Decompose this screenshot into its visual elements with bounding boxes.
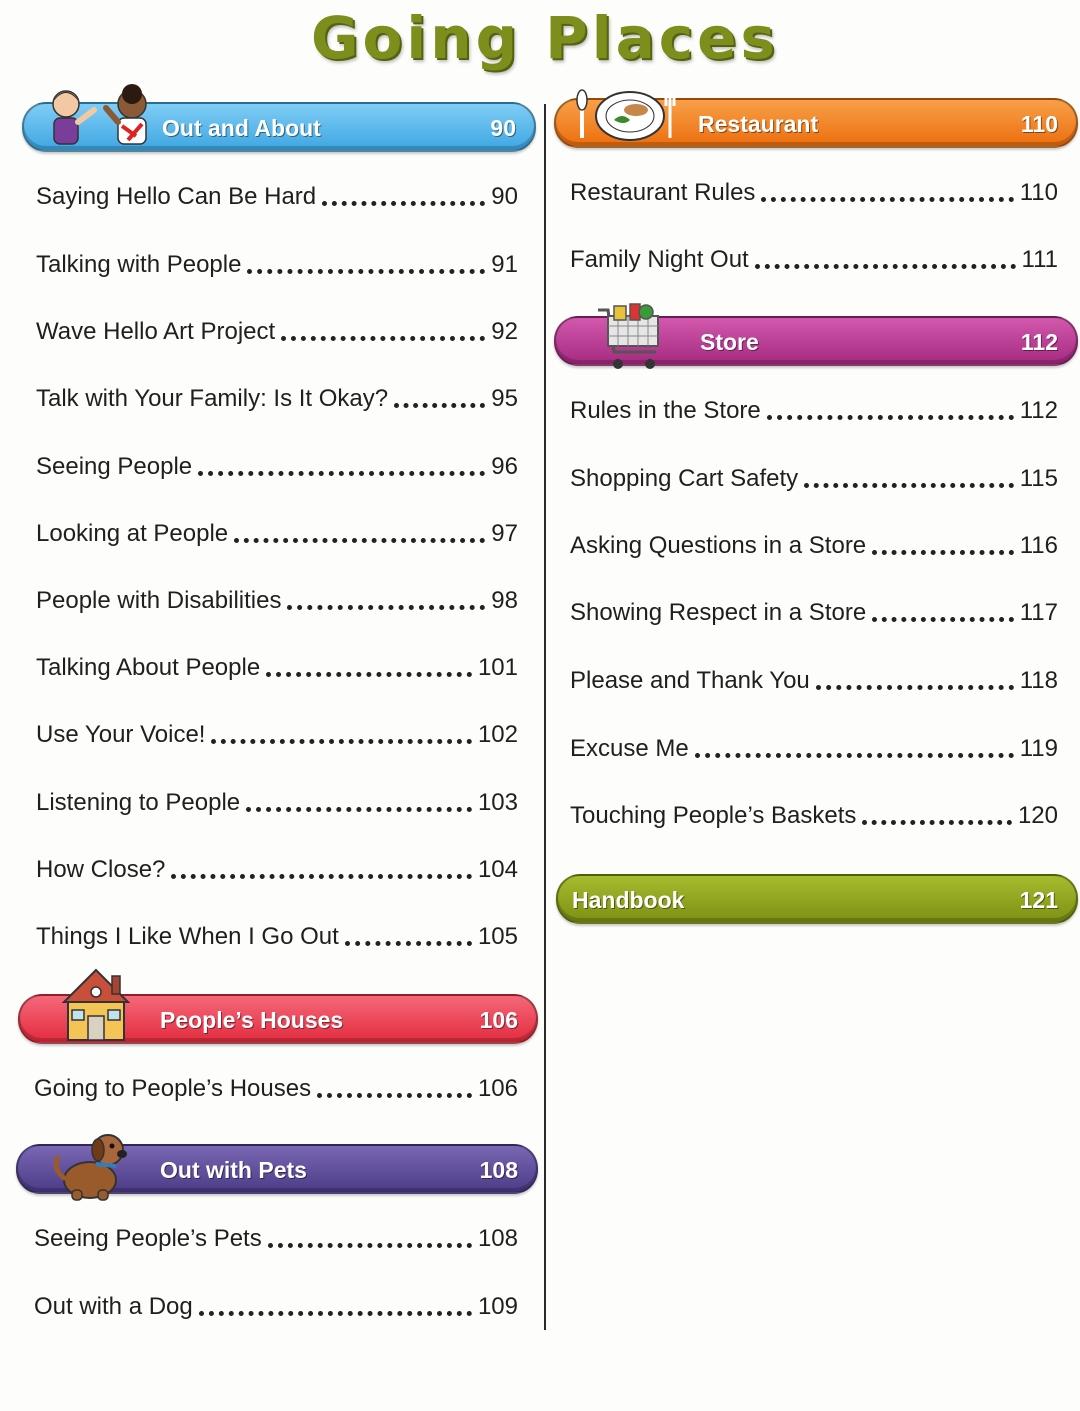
entry-page: 106 <box>477 1075 518 1102</box>
toc-entry[interactable] <box>570 594 1058 628</box>
entry-page: 115 <box>1019 465 1058 492</box>
entry-title: Out with a Dog <box>34 1293 193 1320</box>
toc-entry[interactable] <box>36 582 518 616</box>
entry-page: 101 <box>477 654 518 681</box>
entry-title: Restaurant Rules <box>570 179 756 206</box>
toc-entry[interactable] <box>570 730 1058 764</box>
entry-title: Excuse Me <box>570 735 689 762</box>
entry-page: 119 <box>1019 735 1058 762</box>
entry-title: Asking Questions in a Store <box>570 532 867 559</box>
entry-title: Rules in the Store <box>570 397 761 424</box>
dog-icon <box>50 1128 134 1202</box>
toc-entry[interactable] <box>36 515 518 549</box>
toc-entry[interactable] <box>570 241 1058 275</box>
toc-entry[interactable] <box>36 246 518 280</box>
dot-leader <box>198 471 485 476</box>
plate-and-utensils-icon <box>574 86 686 146</box>
shopping-cart-icon <box>594 302 666 380</box>
toc-entry[interactable] <box>36 918 518 952</box>
right-column <box>546 0 1080 1411</box>
section-label: Store <box>700 329 759 355</box>
dot-leader <box>872 617 1014 622</box>
dot-leader <box>268 1243 472 1248</box>
section-page: 110 <box>1020 111 1058 137</box>
entry-page: 104 <box>477 856 518 883</box>
entry-title: Talking About People <box>36 654 261 681</box>
dot-leader <box>761 197 1013 202</box>
dot-leader <box>281 336 485 341</box>
entry-title: Showing Respect in a Store <box>570 599 867 626</box>
toc-entry[interactable] <box>570 174 1058 208</box>
entry-page: 111 <box>1021 246 1058 273</box>
toc-entry[interactable] <box>36 380 518 414</box>
dot-leader <box>199 1311 472 1316</box>
entry-title: Wave Hello Art Project <box>36 318 276 345</box>
section-label: Out and About <box>162 115 321 141</box>
entry-page: 95 <box>491 385 518 412</box>
dot-leader <box>695 753 1014 758</box>
entry-title: Listening to People <box>36 789 241 816</box>
entry-page: 108 <box>477 1225 518 1252</box>
dot-leader <box>171 874 472 879</box>
toc-entry[interactable] <box>36 784 518 818</box>
entry-page: 118 <box>1019 667 1058 694</box>
entry-page: 96 <box>491 453 518 480</box>
toc-entry[interactable] <box>36 313 518 347</box>
section-label: Out with Pets <box>160 1157 307 1183</box>
entry-title: How Close? <box>36 856 166 883</box>
toc-entry[interactable] <box>36 448 518 482</box>
entry-title: Talking with People <box>36 251 242 278</box>
toc-entry[interactable] <box>570 392 1058 426</box>
page-title: Going Places <box>310 4 780 72</box>
dot-leader <box>234 538 485 543</box>
toc-entry[interactable] <box>570 527 1058 561</box>
dot-leader <box>266 672 472 677</box>
entry-title: Touching People’s Baskets <box>570 802 857 829</box>
entry-title: Shopping Cart Safety <box>570 465 799 492</box>
dot-leader <box>317 1093 472 1098</box>
entry-page: 98 <box>491 587 518 614</box>
section-page: 112 <box>1020 329 1058 355</box>
toc-entry[interactable] <box>570 797 1058 831</box>
dot-leader <box>862 820 1012 825</box>
section-page: 106 <box>479 1007 518 1033</box>
section-banner-handbook[interactable] <box>556 874 1078 924</box>
dot-leader <box>755 264 1016 269</box>
section-page: 121 <box>1019 887 1058 913</box>
entry-title: Looking at People <box>36 520 229 547</box>
section-label: People’s Houses <box>160 1007 344 1033</box>
toc-entry[interactable] <box>570 460 1058 494</box>
entry-title: Things I Like When I Go Out <box>36 923 339 950</box>
entry-title: Talk with Your Family: Is It Okay? <box>36 385 389 412</box>
toc-entry[interactable] <box>570 662 1058 696</box>
entry-page: 97 <box>491 520 518 547</box>
entry-page: 112 <box>1019 397 1058 424</box>
entry-title: Going to People’s Houses <box>34 1075 312 1102</box>
toc-entry[interactable] <box>36 716 518 750</box>
entry-page: 102 <box>477 721 518 748</box>
dot-leader <box>872 550 1014 555</box>
toc-entry[interactable] <box>36 851 518 885</box>
section-page: 108 <box>479 1157 518 1183</box>
entry-title: Seeing People’s Pets <box>34 1225 262 1252</box>
entry-title: Please and Thank You <box>570 667 810 694</box>
dot-leader <box>767 415 1014 420</box>
entry-page: 103 <box>477 789 518 816</box>
entry-title: Use Your Voice! <box>36 721 206 748</box>
section-label: Handbook <box>572 887 685 913</box>
entry-page: 110 <box>1019 179 1058 206</box>
toc-entry[interactable] <box>34 1220 518 1254</box>
entry-page: 117 <box>1019 599 1058 626</box>
entry-page: 90 <box>491 183 518 210</box>
dot-leader <box>246 807 472 812</box>
house-icon <box>60 966 132 1044</box>
dot-leader <box>247 269 485 274</box>
dot-leader <box>394 403 485 408</box>
section-page: 90 <box>490 115 516 141</box>
dot-leader <box>322 201 485 206</box>
dot-leader <box>345 941 472 946</box>
entry-title: People with Disabilities <box>36 587 282 614</box>
toc-entry[interactable] <box>36 649 518 683</box>
children-waving-icon <box>36 80 156 154</box>
toc-entry[interactable] <box>34 1288 518 1322</box>
entry-page: 91 <box>491 251 518 278</box>
entry-title: Saying Hello Can Be Hard <box>36 183 317 210</box>
toc-entry[interactable] <box>36 178 518 212</box>
entry-page: 120 <box>1017 802 1058 829</box>
entry-title: Seeing People <box>36 453 193 480</box>
entry-page: 109 <box>477 1293 518 1320</box>
toc-entry[interactable] <box>34 1070 518 1104</box>
entry-page: 92 <box>491 318 518 345</box>
dot-leader <box>211 739 472 744</box>
entry-page: 105 <box>477 923 518 950</box>
entry-title: Family Night Out <box>570 246 749 273</box>
dot-leader <box>804 483 1014 488</box>
dot-leader <box>816 685 1014 690</box>
entry-page: 116 <box>1019 532 1058 559</box>
section-label: Restaurant <box>698 111 819 137</box>
dot-leader <box>287 605 485 610</box>
